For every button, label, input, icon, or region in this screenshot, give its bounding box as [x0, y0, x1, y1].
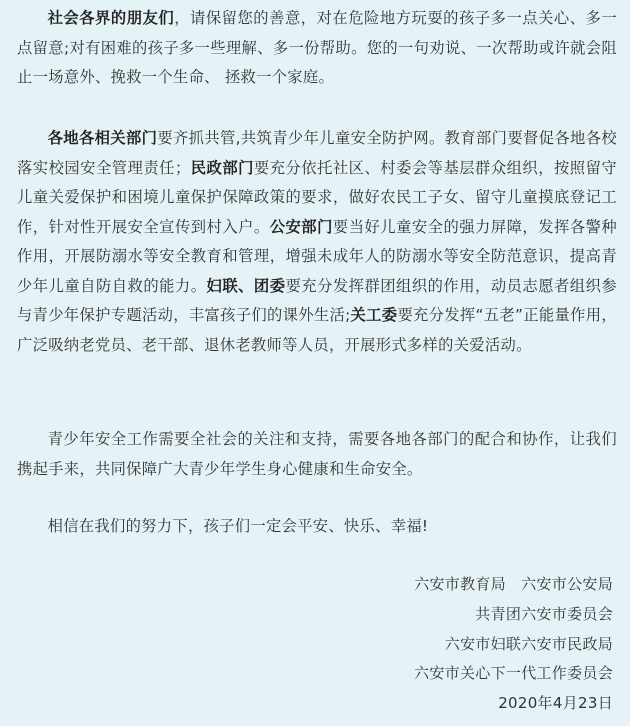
paragraph-closing: 相信在我们的努力下，孩子们一定会平安、快乐、幸福! [47, 517, 429, 535]
signature-line: 六安市关心下一代工作委员会 [414, 664, 613, 683]
signature-line: 共青团六安市委员会 [475, 604, 613, 623]
department-duty: 要齐抓共管,共筑青少年儿童安全防护网。教育部门要督促各地各校落实校园安全管理责任； [17, 129, 617, 177]
signature-line: 六安市教育局 六安市公安局 [414, 575, 613, 593]
paragraph-cooperation: 青少年安全工作需要全社会的关注和支持，需要各地各部门的配合和协作，让我们携起手来，共同保障广大青少年学生身心健康和生命安全。 [17, 430, 617, 478]
department-name-care-committee: 关工委 [350, 306, 398, 324]
paragraph-departments [17, 124, 617, 360]
signature-block [414, 570, 613, 719]
department-duty: 要当好儿童安全的强力屏障，发挥各警种作用，开展防溺水等安全教育和管理，增强未成年人的防溺水等安全防范意识，提高青少年儿童自防自救的能力。 [17, 217, 618, 295]
paragraph-text: ，请保留您的善意，对在危险地方玩耍的孩子多一点关心、多一点留意;对有困难的孩子多一些理解、多一份帮助。您的一句劝说、一次帮助或许就会阻止一场意外、挽救一个生命、 拯救一个家庭。 [17, 9, 618, 86]
department-name-civil-affairs: 民政部门 [190, 158, 254, 177]
department-name-related: 各地各相关部门 [47, 129, 158, 147]
department-name-public-security: 公安部门 [269, 217, 333, 236]
department-duty: 要充分发挥群团组织的作用，动员志愿者组织参与青少年保护专题活动，丰富孩子们的课外生活; [17, 276, 617, 324]
department-name-womens-federation: 妇联、团委 [206, 276, 286, 295]
paragraph-lead: 社会各界的朋友们 [47, 9, 175, 27]
department-duty: 要充分发挥“五老”正能量作用，广泛吸纳老党员、老干部、退休老教师等人员，开展形式多样的关爱活动。 [17, 306, 618, 354]
signature-line: 六安市妇联六安市民政局 [444, 634, 613, 653]
department-duty: 要充分依托社区、村委会等基层群众组织，按照留守儿童关爱保护和困境儿童保护保障政策的要求，做好农民工子女、留守儿童摸底登记工作，针对性开展安全宣传到村入户。 [17, 158, 617, 236]
signature-date: 2020年4月23日 [498, 694, 613, 713]
paragraph-social-friends [17, 4, 617, 93]
